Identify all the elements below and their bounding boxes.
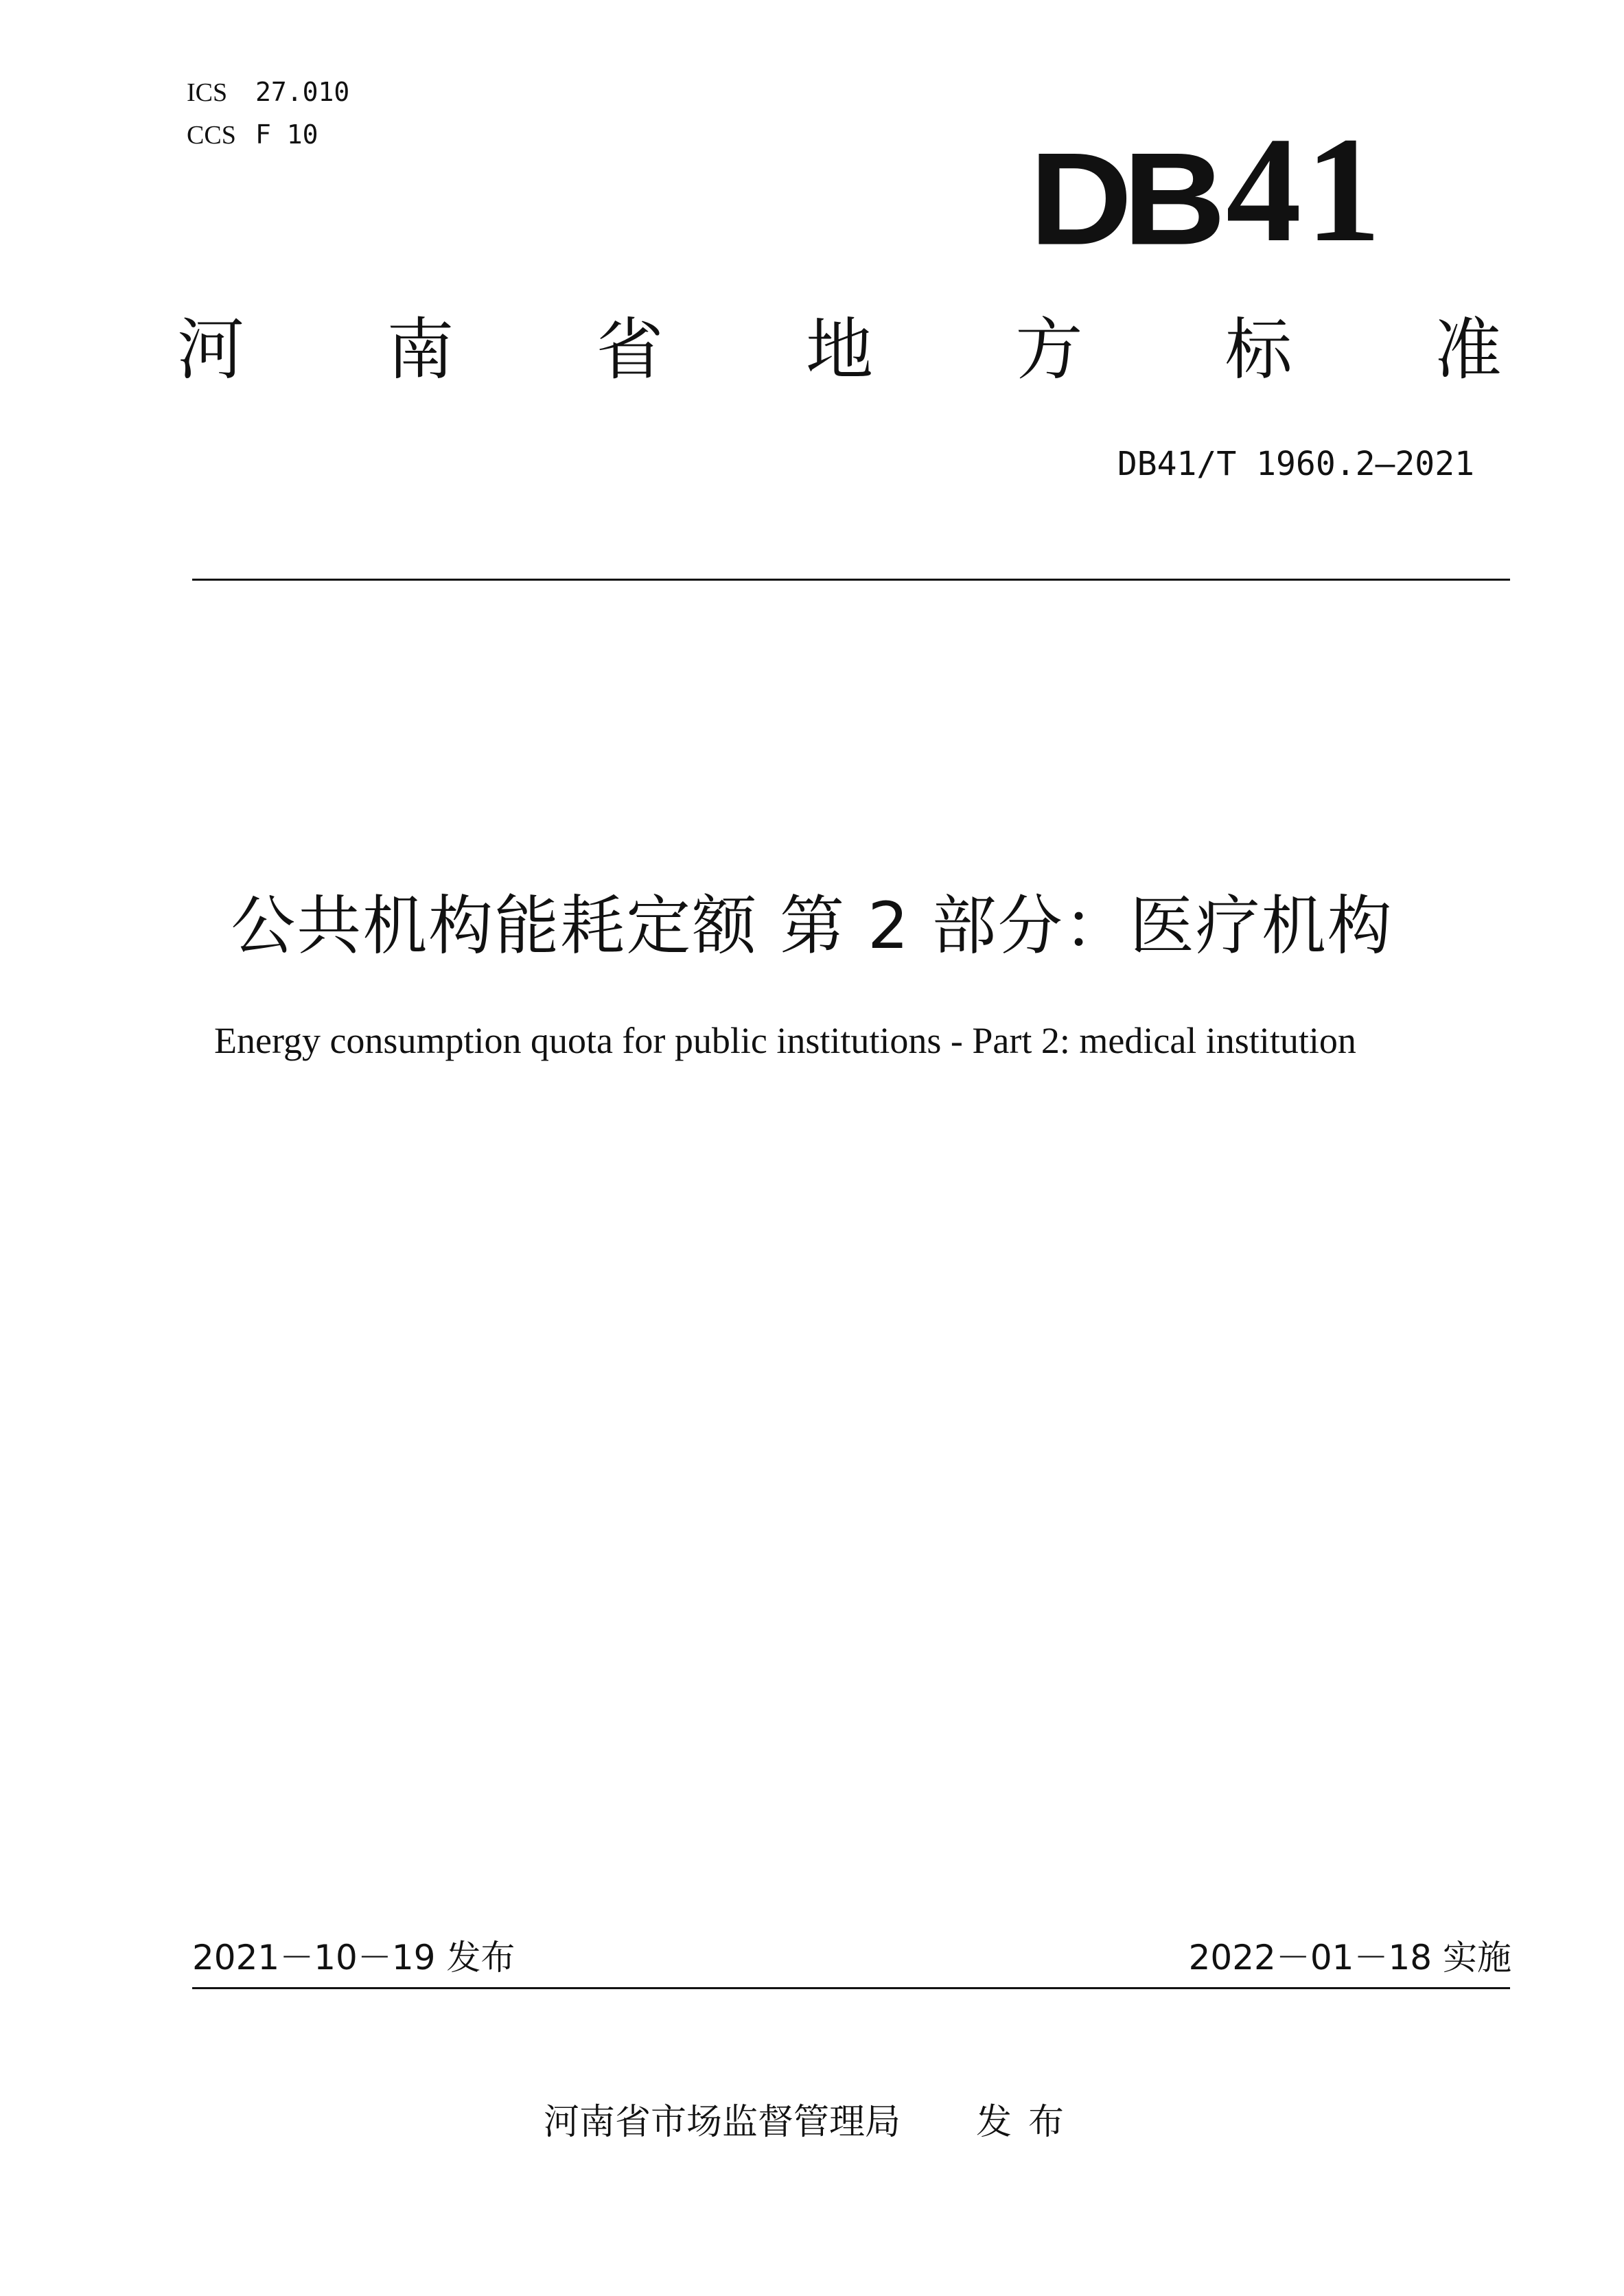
implementation-date: 2022－01－18 实施 [1188,1938,1511,1978]
logo-prefix: DB [1029,126,1216,273]
standard-number: DB41/T 1960.2—2021 [1117,445,1474,483]
ccs-value: F 10 [255,119,318,150]
title-chinese: 公共机构能耗定额 第 2 部分：医疗机构 [231,889,1393,964]
title-english: Energy consumption quota for public institutions - Part 2: medical institution [214,1020,1356,1061]
standard-type-char: 准 [1434,311,1502,389]
logo-code: 41 [1226,106,1385,273]
standard-type-char: 标 [1225,311,1292,389]
standard-logo [1029,106,1385,273]
publisher-line [0,2100,1624,2144]
ics-code [187,77,349,108]
standard-type-char: 河 [177,311,245,389]
standard-type-char: 南 [386,311,454,389]
standard-type-char: 省 [596,311,664,389]
issue-date: 2021－10－19 发布 [192,1938,515,1978]
publisher-name: 河南省市场监督管理局 [543,2102,901,2143]
standard-type-heading [177,309,1502,391]
ics-value: 27.010 [255,77,350,107]
standard-type-char: 方 [1015,311,1083,389]
ccs-code [187,119,318,150]
top-divider [192,579,1510,581]
publisher-action: 发布 [976,2102,1081,2143]
bottom-divider [192,1987,1510,1989]
standard-type-char: 地 [805,311,873,389]
ccs-label: CCS [187,121,236,150]
ics-label: ICS [187,78,228,107]
